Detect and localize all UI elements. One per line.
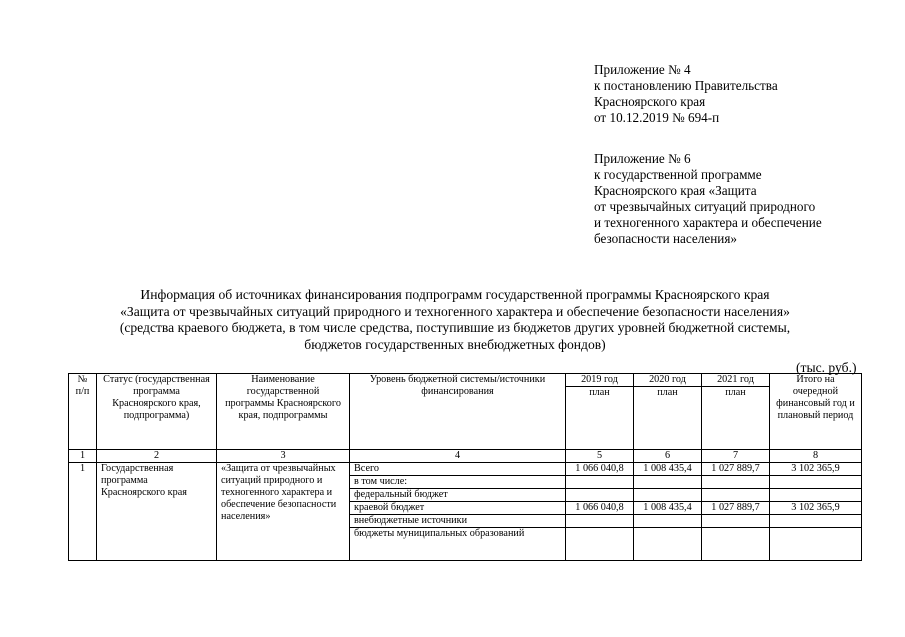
level-including: в том числе:	[350, 476, 566, 489]
appendix-4-line: к постановлению Правительства	[594, 78, 778, 93]
value-total	[770, 489, 862, 502]
appendix-4-line: Приложение № 4	[594, 62, 691, 77]
column-index: 6	[634, 450, 702, 463]
value-2019	[566, 476, 634, 489]
value-total	[770, 515, 862, 528]
value-2019: 1 066 040,8	[566, 502, 634, 515]
appendix-6-line: и техногенного характера и обеспечение	[594, 215, 822, 230]
row-name: «Защита от чрезвычайных ситуаций природного и техногенного характера и обеспечение безопасности населения»	[217, 463, 350, 561]
title-line: Информация об источниках финансирования подпрограмм государственной программы Красноярского края	[140, 287, 770, 302]
units-label: (тыс. руб.)	[796, 360, 857, 375]
header-row	[69, 374, 862, 387]
appendix-4-line: Красноярского края	[594, 94, 706, 109]
row-status: Государственная программа Красноярского края	[97, 463, 217, 561]
value-2021: 1 027 889,7	[702, 502, 770, 515]
appendix-6-line: Красноярского края «Защита	[594, 183, 757, 198]
header-num: № п/п	[69, 374, 97, 450]
table-row	[69, 463, 862, 476]
value-total: 3 102 365,9	[770, 502, 862, 515]
column-index-row	[69, 450, 862, 463]
value-total: 3 102 365,9	[770, 463, 862, 476]
value-2019	[566, 515, 634, 528]
value-2020: 1 008 435,4	[634, 502, 702, 515]
header-status: Статус (государственная программа Красноярского края, подпрограмма)	[97, 374, 217, 450]
title-line: бюджетов государственных внебюджетных фондов)	[304, 336, 606, 352]
row-num: 1	[69, 463, 97, 561]
level-regional: краевой бюджет	[350, 502, 566, 515]
appendix-6-line: Приложение № 6	[594, 151, 691, 166]
value-2019	[566, 528, 634, 561]
value-2021	[702, 476, 770, 489]
header-2019: 2019 год	[566, 374, 634, 387]
column-index: 5	[566, 450, 634, 463]
financing-table	[68, 373, 862, 561]
column-index: 4	[350, 450, 566, 463]
appendix-6-line: от чрезвычайных ситуаций природного	[594, 199, 816, 214]
value-2019: 1 066 040,8	[566, 463, 634, 476]
value-2021: 1 027 889,7	[702, 463, 770, 476]
header-total: Итого на очередной финансовый год и плановый период	[770, 374, 862, 450]
appendix-6-line: безопасности населения»	[594, 231, 737, 246]
level-extrabudgetary: внебюджетные источники	[350, 515, 566, 528]
value-total	[770, 528, 862, 561]
value-2019	[566, 489, 634, 502]
level-municipal: бюджеты муниципальных образований	[350, 528, 566, 561]
value-2020	[634, 515, 702, 528]
header-2020: 2020 год	[634, 374, 702, 387]
column-index: 1	[69, 450, 97, 463]
value-total	[770, 476, 862, 489]
column-index: 2	[97, 450, 217, 463]
appendix-4-block	[594, 62, 778, 126]
document-title	[40, 287, 870, 353]
appendix-6-line: к государственной программе	[594, 167, 762, 182]
header-plan-2021: план	[702, 387, 770, 450]
header-2021: 2021 год	[702, 374, 770, 387]
level-total: Всего	[350, 463, 566, 476]
value-2020	[634, 528, 702, 561]
value-2020	[634, 489, 702, 502]
header-plan-2020: план	[634, 387, 702, 450]
column-index: 7	[702, 450, 770, 463]
header-plan-2019: план	[566, 387, 634, 450]
value-2021	[702, 515, 770, 528]
header-level: Уровень бюджетной системы/источники финансирования	[350, 374, 566, 450]
appendix-6-block	[594, 151, 822, 247]
value-2020: 1 008 435,4	[634, 463, 702, 476]
level-federal: федеральный бюджет	[350, 489, 566, 502]
header-name: Наименование государственной программы Красноярского края, подпрограммы	[217, 374, 350, 450]
value-2020	[634, 476, 702, 489]
column-index: 8	[770, 450, 862, 463]
appendix-4-line: от 10.12.2019 № 694-п	[594, 110, 720, 125]
title-line: (средства краевого бюджета, в том числе средства, поступившие из бюджетов других уровней бюджетной системы,	[119, 320, 791, 335]
value-2021	[702, 489, 770, 502]
column-index: 3	[217, 450, 350, 463]
value-2021	[702, 528, 770, 561]
title-line: «Защита от чрезвычайных ситуаций природного и техногенного характера и обеспечение безопасности населения»	[120, 303, 790, 319]
